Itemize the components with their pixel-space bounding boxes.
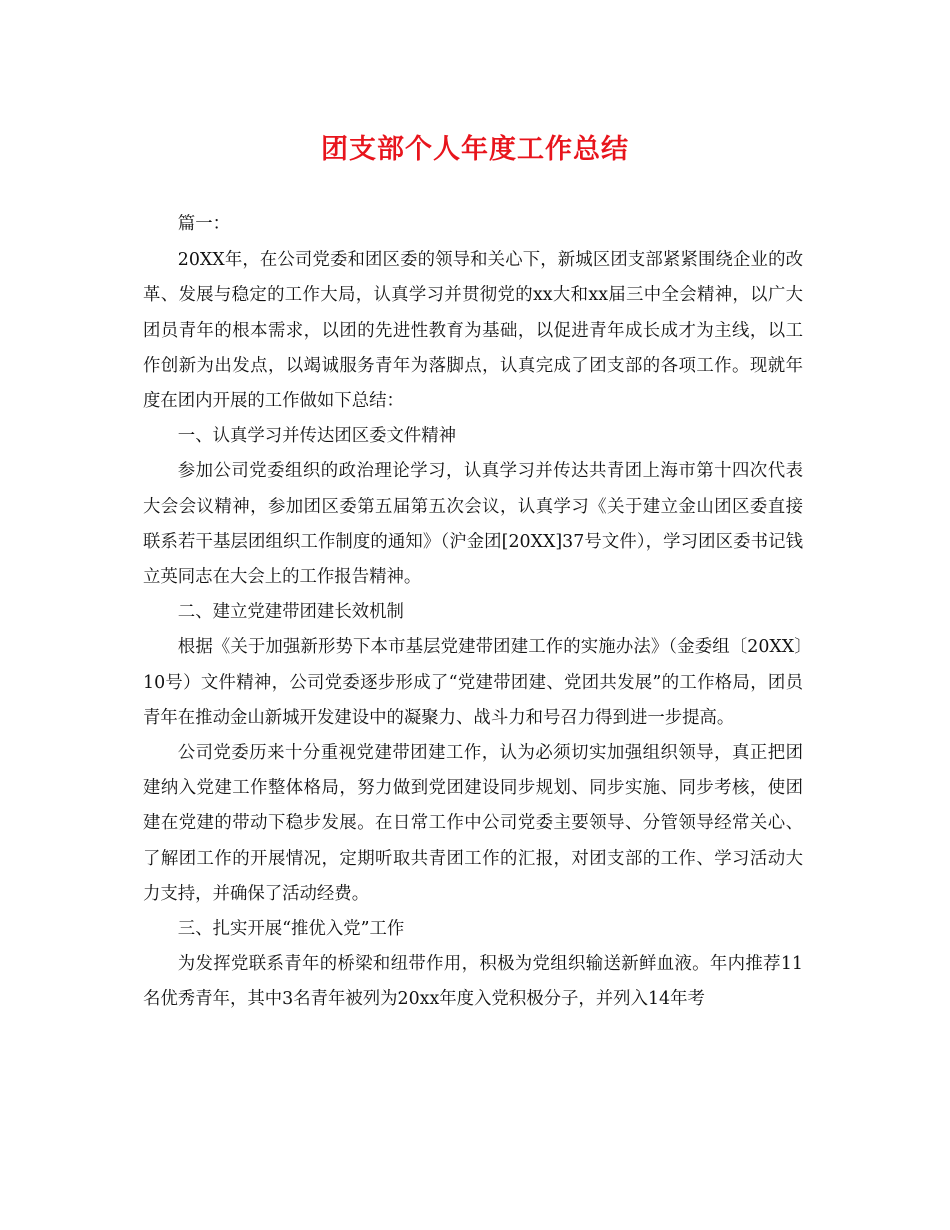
paragraph-section-3: 为发挥党联系青年的桥梁和纽带作用，积极为党组织输送新鲜血液。年内推荐11名优秀青年，其中3名青年被列为20xx年度入党积极分子，并列入14年考 xyxy=(143,954,803,1010)
heading-section-1: 一、认真学习并传达团区委文件精神 xyxy=(177,426,457,447)
document-body xyxy=(143,207,803,1018)
section-label: 篇一： xyxy=(177,214,230,234)
heading-section-3: 三、扎实开展“推优入党”工作 xyxy=(177,919,405,940)
paragraph-section-1: 参加公司党委组织的政治理论学习，认真学习并传达共青团上海市第十四次代表大会会议精神，参加团区委第五届第五次会议，认真学习《关于建立金山团区委直接联系若干基层团组织工作制度的通知》（沪金团[20XX]37号文件），学习团区委书记钱立英同志在大会上的工作报告精神。 xyxy=(143,461,803,588)
paragraph-section-2a: 根据《关于加强新形势下本市基层党建带团建工作的实施办法》（金委组〔20XX〕10号）文件精神，公司党委逐步形成了“党建带团建、党团共发展”的工作格局，团员青年在推动金山新城开发建设中的凝聚力、战斗力和号召力得到进一步提高。 xyxy=(143,637,803,728)
document-title: 团支部个人年度工作总结 xyxy=(321,134,629,165)
paragraph-intro: 20XX年，在公司党委和团区委的领导和关心下，新城区团支部紧紧围绕企业的改革、发展与稳定的工作大局，认真学习并贯彻党的xx大和xx届三中全会精神，以广大团员青年的根本需求，以团的先进性教育为基础，以促进青年成长成才为主线，以工作创新为出发点，以竭诚服务青年为落脚点，认真完成了团支部的各项工作。现就年度在团内开展的工作做如下总结： xyxy=(143,250,803,412)
heading-section-2: 二、建立党建带团建长效机制 xyxy=(177,602,404,623)
paragraph-section-2b: 公司党委历来十分重视党建带团建工作，认为必须切实加强组织领导，真正把团建纳入党建工作整体格局，努力做到党团建设同步规划、同步实施、同步考核，使团建在党建的带动下稳步发展。在日常工作中公司党委主要领导、分管领导经常关心、了解团工作的开展情况，定期听取共青团工作的汇报，对团支部的工作、学习活动大力支持，并确保了活动经费。 xyxy=(143,743,803,904)
